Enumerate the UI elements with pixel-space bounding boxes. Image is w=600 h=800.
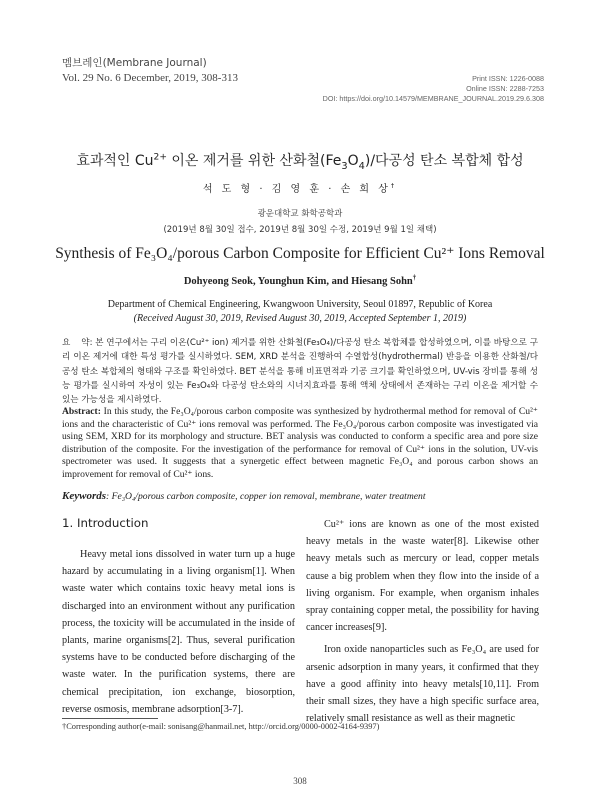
body-paragraph: Iron oxide nanoparticles such as Fe₃O₄ are used for arsenic adsorption in many years, it confirmed that they have a good affinity into heavy metals[10,11]. From their small sizes, they have a high specific surface area, relatively small resistance as well as their magnetic (306, 644, 539, 725)
korean-author-names: 석 도 형 · 김 영 훈 · 손 희 상 (202, 184, 391, 195)
issn-block (323, 74, 544, 104)
korean-title-sub: 3 (341, 160, 348, 172)
journal-name: 멤브레인(Membrane Journal) (62, 57, 207, 69)
corresponding-mark: † (412, 274, 417, 282)
english-dates: (Received August 30, 2019, Revised August 30, 2019, Accepted September 1, 2019) (133, 313, 467, 324)
korean-title-sup: 2+ (153, 152, 167, 163)
footnote-divider (62, 718, 158, 719)
doi-link[interactable]: DOI: https://doi.org/10.14579/MEMBRANE_JOURNAL.2019.29.6.308 (322, 94, 544, 103)
journal-header (62, 56, 238, 86)
korean-title-part: )/다공성 탄소 복합체 합성 (364, 153, 524, 169)
footnote: †Corresponding author(e-mail: sonisang@hanmail.net, http://orcid.org/0000-0002-4164-9397) (62, 722, 380, 731)
keywords-text: : Fe₃O₄/porous carbon composite, copper ion removal, membrane, water treatment (106, 491, 426, 502)
english-abstract-text: In this study, the Fe₃O₄/porous carbon composite was synthesized by hydrothermal method for removal of Cu²⁺ ions and the characteristic of Cu²⁺ ions removal was performed. The Fe₃O₄/porous carbon composite was investigated via using SEM, XRD for its morphology and structure. BET analysis was conducted to conform a specific area and pore size distribution of the composite. For the investigation of the performance for removal of Cu²⁺ ions in the solution, UV-vis spectrometer was used. It suggests that a synergetic effect between magnetic Fe₃O₄ and porous carbon shows an improvement for removal of Cu²⁺ ions. (62, 406, 538, 480)
online-issn: Online ISSN: 2288-7253 (466, 84, 544, 93)
korean-title-sub: 4 (358, 160, 365, 172)
body-paragraph: Heavy metal ions dissolved in water turn up a huge hazard by accumulating in a living organism[1]. When waste water which contains toxic heavy metal ions is discharged into an environment without any purification process, the toxicity will be accumulated in the inside of plants, marine organisms[2]. Thus, several purification systems have to be conducted before discharging of the waste water. In the purification systems, there are chemical precipitation, ion exchange, biosorption, reverse osmosis, membrane adsorption[3-7]. (62, 549, 295, 715)
korean-dates: (2019년 8월 30일 접수, 2019년 8월 30일 수정, 2019년 9월 1일 채택) (163, 225, 437, 235)
korean-title (0, 150, 600, 170)
section-heading: 1. Introduction (62, 516, 149, 530)
korean-authors (0, 180, 600, 195)
english-authors (0, 276, 600, 287)
print-issn: Print ISSN: 1226-0088 (472, 74, 544, 83)
body-paragraph: Cu²⁺ ions are known as one of the most existed heavy metals in the waste water[8]. Likewise other heavy metals such as mercury or lead, copper metals cause a big problem when they flow into the inside of a living organism. For example, when organism inhales spray containing copper metal, the possibility for having cancer increases[9]. (306, 519, 539, 634)
korean-abstract (62, 336, 538, 407)
english-title: Synthesis of Fe₃O₄/porous Carbon Composite for Efficient Cu²⁺ Ions Removal (55, 245, 545, 262)
english-abstract (62, 406, 538, 482)
korean-title-part: 효과적인 Cu (76, 153, 154, 169)
left-column (62, 546, 295, 718)
corresponding-mark: † (390, 181, 398, 190)
english-abstract-label: Abstract: (62, 406, 101, 417)
journal-volume: Vol. 29 No. 6 December, 2019, 308-313 (62, 72, 238, 84)
right-column (306, 516, 539, 727)
english-author-names: Dohyeong Seok, Younghun Kim, and Hiesang Sohn (183, 276, 413, 287)
page-number: 308 (293, 776, 307, 786)
keywords (62, 490, 538, 502)
keywords-label: Keywords (62, 490, 106, 502)
english-affiliation: Department of Chemical Engineering, Kwangwoon University, Seoul 01897, Republic of Korea (107, 299, 493, 310)
korean-title-part: O (347, 153, 359, 169)
korean-abstract-text: 본 연구에서는 구리 이온(Cu²⁺ ion) 제거를 위한 산화철(Fe₃O₄)/다공성 탄소 복합체를 합성하였으며, 이를 바탕으로 구리 이온 제거에 대한 특성 평가를 실시하였다. SEM, XRD 분석을 진행하여 수열합성(hydrothermal) 반응을 이용한 산화철/다공성 탄소 복합체의 형태와 구조를 확인하였다. BET 분석을 통해 비표면적과 기공 크기를 확인하였으며, UV-vis 장비를 통해 성능 평가를 실시하여 자성이 있는 Fe₃O₄와 다공성 탄소와의 시너지효과를 통해 액체 상태에서 존재하는 구리 이온을 제거할 수 있는 가능성을 제시하였다. (62, 338, 538, 406)
korean-title-part: 이온 제거를 위한 산화철(Fe (166, 153, 342, 169)
korean-abstract-label: 요 약: (62, 338, 93, 348)
korean-affiliation: 광운대학교 화학공학과 (257, 209, 343, 219)
